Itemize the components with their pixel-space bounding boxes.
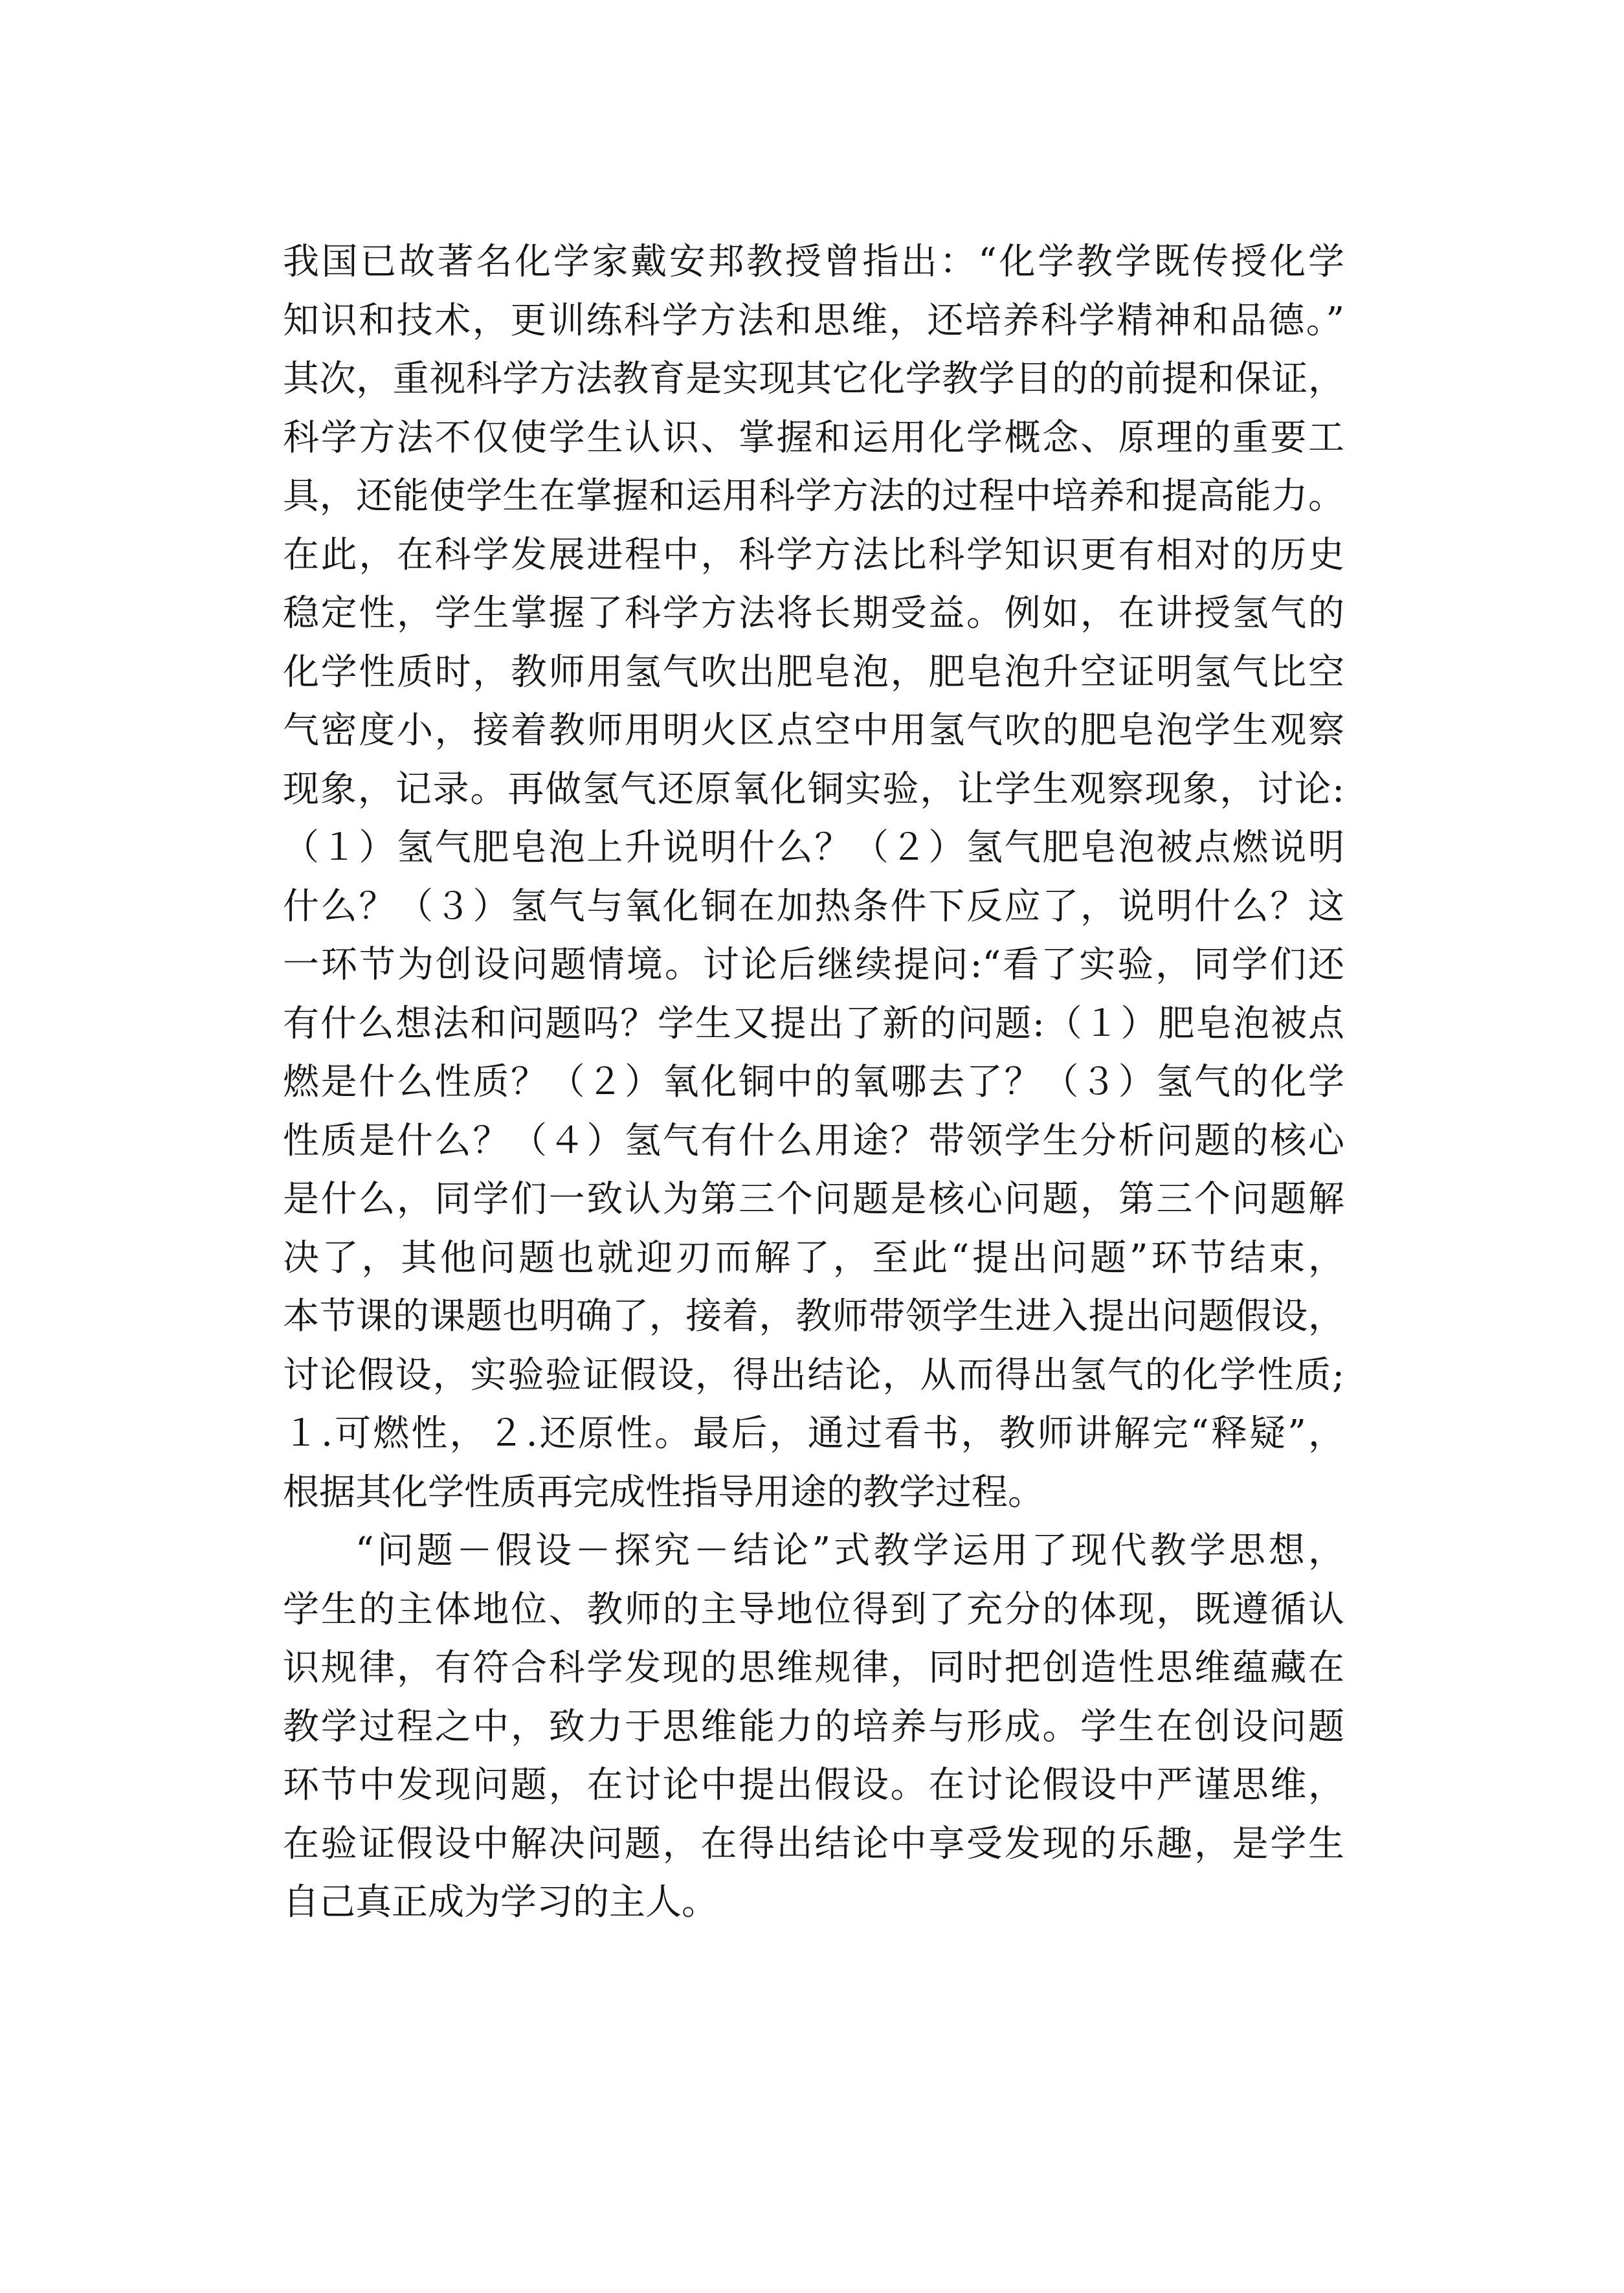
text-line: 有什么想法和问题吗？学生又提出了新的问题:（１）肥皂泡被点	[283, 1002, 1344, 1045]
text-line: 教学过程之中，致力于思维能力的培养与形成。学生在创设问题	[283, 1705, 1344, 1748]
text-line: 决了，其他问题也就迎刃而解了，至此“提出问题”环节结束，	[283, 1236, 1344, 1279]
text-line: 现象，记录。再做氢气还原氧化铜实验，让学生观察现象，讨论:	[283, 768, 1344, 811]
text-line: 是什么，同学们一致认为第三个问题是核心问题，第三个问题解	[283, 1178, 1344, 1220]
body-text	[283, 233, 1344, 1932]
text-line: 我国已故著名化学家戴安邦教授曾指出：“化学教学既传授化学	[283, 241, 1344, 283]
text-line: 在验证假设中解决问题，在得出结论中享受发现的乐趣，是学生	[283, 1822, 1344, 1865]
text-line: 讨论假设，实验验证假设，得出结论，从而得出氢气的化学性质;	[283, 1354, 1344, 1396]
text-line: 性质是什么？（４）氢气有什么用途？带领学生分析问题的核心	[283, 1119, 1344, 1162]
text-line: 识规律，有符合科学发现的思维规律，同时把创造性思维蕴藏在	[283, 1647, 1344, 1689]
text-line: 稳定性，学生掌握了科学方法将长期受益。例如，在讲授氢气的	[283, 592, 1344, 634]
text-line: 学生的主体地位、教师的主导地位得到了充分的体现，既遵循认	[283, 1588, 1344, 1631]
text-line: １.可燃性，２.还原性。最后，通过看书，教师讲解完“释疑”，	[283, 1413, 1344, 1455]
text-line: 在此，在科学发展进程中，科学方法比科学知识更有相对的历史	[283, 533, 1344, 576]
paragraph-1	[283, 233, 1344, 1522]
text-line: 燃是什么性质？（２）氧化铜中的氧哪去了？（３）氢气的化学	[283, 1061, 1344, 1103]
text-line: “问题－假设－探究－结论”式教学运用了现代教学思想，	[355, 1530, 1344, 1572]
text-line: 气密度小，接着教师用明火区点空中用氢气吹的肥皂泡学生观察	[283, 710, 1344, 752]
text-line: 知识和技术，更训练科学方法和思维，还培养科学精神和品德。”	[283, 299, 1344, 342]
text-line: 一环节为创设问题情境。讨论后继续提问:“看了实验，同学们还	[283, 944, 1344, 986]
text-line: 根据其化学性质再完成性指导用途的教学过程。	[283, 1471, 1044, 1514]
text-line: （１）氢气肥皂泡上升说明什么？（２）氢气肥皂泡被点燃说明	[283, 827, 1344, 869]
text-line: 化学性质时，教师用氢气吹出肥皂泡，肥皂泡升空证明氢气比空	[283, 651, 1344, 693]
text-line: 本节课的课题也明确了，接着，教师带领学生进入提出问题假设，	[283, 1295, 1344, 1337]
text-line: 什么？（３）氢气与氧化铜在加热条件下反应了，说明什么？这	[283, 885, 1344, 928]
text-line: 科学方法不仅使学生认识、掌握和运用化学概念、原理的重要工	[283, 416, 1344, 459]
paragraph-2	[283, 1522, 1344, 1932]
text-line: 具，还能使学生在掌握和运用科学方法的过程中培养和提高能力。	[283, 475, 1344, 517]
text-line: 其次，重视科学方法教育是实现其它化学教学目的的前提和保证，	[283, 358, 1344, 400]
text-line: 环节中发现问题，在讨论中提出假设。在讨论假设中严谨思维，	[283, 1764, 1344, 1806]
text-line: 自己真正成为学习的主人。	[283, 1881, 718, 1923]
